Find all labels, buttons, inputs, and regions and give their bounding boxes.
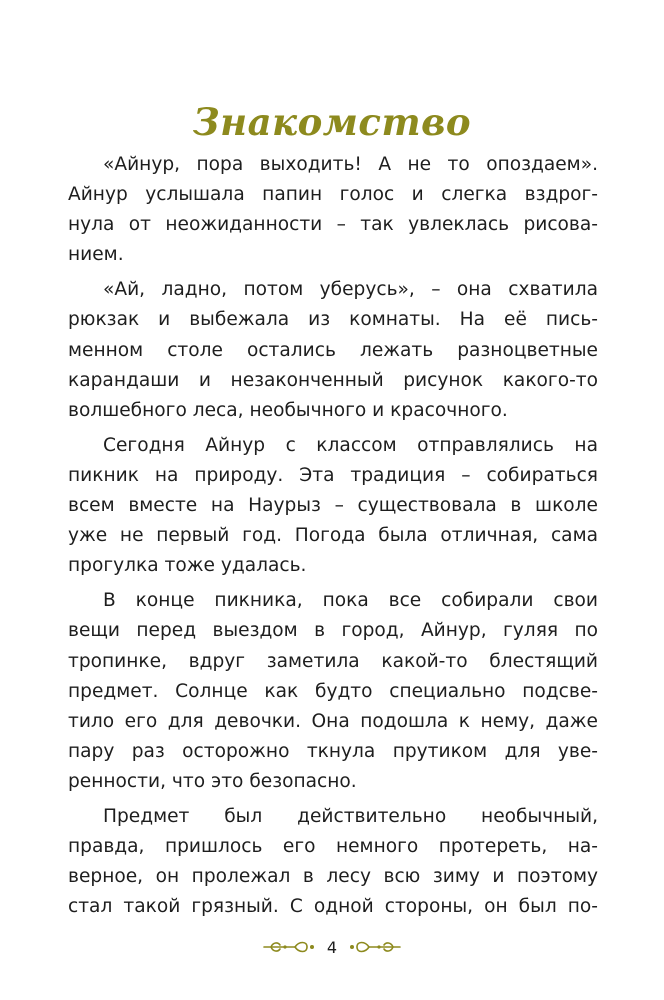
text-line: нула от неожиданности – так увлеклась рисова- xyxy=(68,214,598,236)
paragraph xyxy=(68,150,598,270)
text-line: правда, пришлось его немного протереть, на- xyxy=(68,836,598,858)
page-footer xyxy=(0,930,664,964)
text-line: волшебного леса, необычного и красочного. xyxy=(68,399,508,421)
text-line: нием. xyxy=(68,244,124,266)
text-line: тропинке, вдруг заметила какой-то блестящий xyxy=(68,650,598,672)
ornament-right-icon xyxy=(349,937,403,957)
text-line: Предмет был действительно необычный, xyxy=(103,805,598,827)
text-line: пикник на природу. Эта традиция – собираться xyxy=(68,464,598,486)
text-line: Айнур услышала папин голос и слегка вздрог- xyxy=(68,184,598,206)
body-text xyxy=(68,150,598,927)
page-title: Знакомство xyxy=(192,99,472,144)
paragraph xyxy=(68,275,598,425)
text-line: вещи перед выездом в город, Айнур, гуляя по xyxy=(68,620,598,642)
paragraph xyxy=(68,431,598,581)
text-line: «Айнур, пора выходить! А не то опоздаем». xyxy=(103,154,598,175)
text-line: верное, он пролежал в лесу всю зиму и поэтому xyxy=(68,866,598,888)
paragraph xyxy=(68,802,598,922)
text-line: карандаши и незаконченный рисунок какого-то xyxy=(68,369,598,391)
page-number: 4 xyxy=(326,937,338,957)
text-line: В конце пикника, пока все собирали свои xyxy=(103,590,598,612)
text-line: уже не первый год. Погода была отличная, сама xyxy=(68,525,598,547)
text-line: тило его для девочки. Она подошла к нему, даже xyxy=(68,710,598,732)
text-line: пару раз осторожно ткнула прутиком для уве- xyxy=(68,740,598,762)
text-line: менном столе остались лежать разноцветные xyxy=(68,339,598,361)
text-line: прогулка тоже удалась. xyxy=(68,555,307,577)
text-line: Сегодня Айнур с классом отправлялись на xyxy=(103,434,598,456)
text-line: ренности, что это безопасно. xyxy=(68,770,357,792)
paragraph xyxy=(68,586,598,797)
text-line: рюкзак и выбежала из комнаты. На её пись- xyxy=(68,309,598,331)
text-line: стал такой грязный. С одной стороны, он был по- xyxy=(68,896,598,918)
ornament-left-icon xyxy=(261,937,315,957)
text-line: предмет. Солнце как будто специально подсве- xyxy=(68,680,598,702)
text-line: «Ай, ладно, потом уберусь», – она схватила xyxy=(103,279,598,301)
text-line: всем вместе на Наурыз – существовала в школе xyxy=(68,495,598,517)
